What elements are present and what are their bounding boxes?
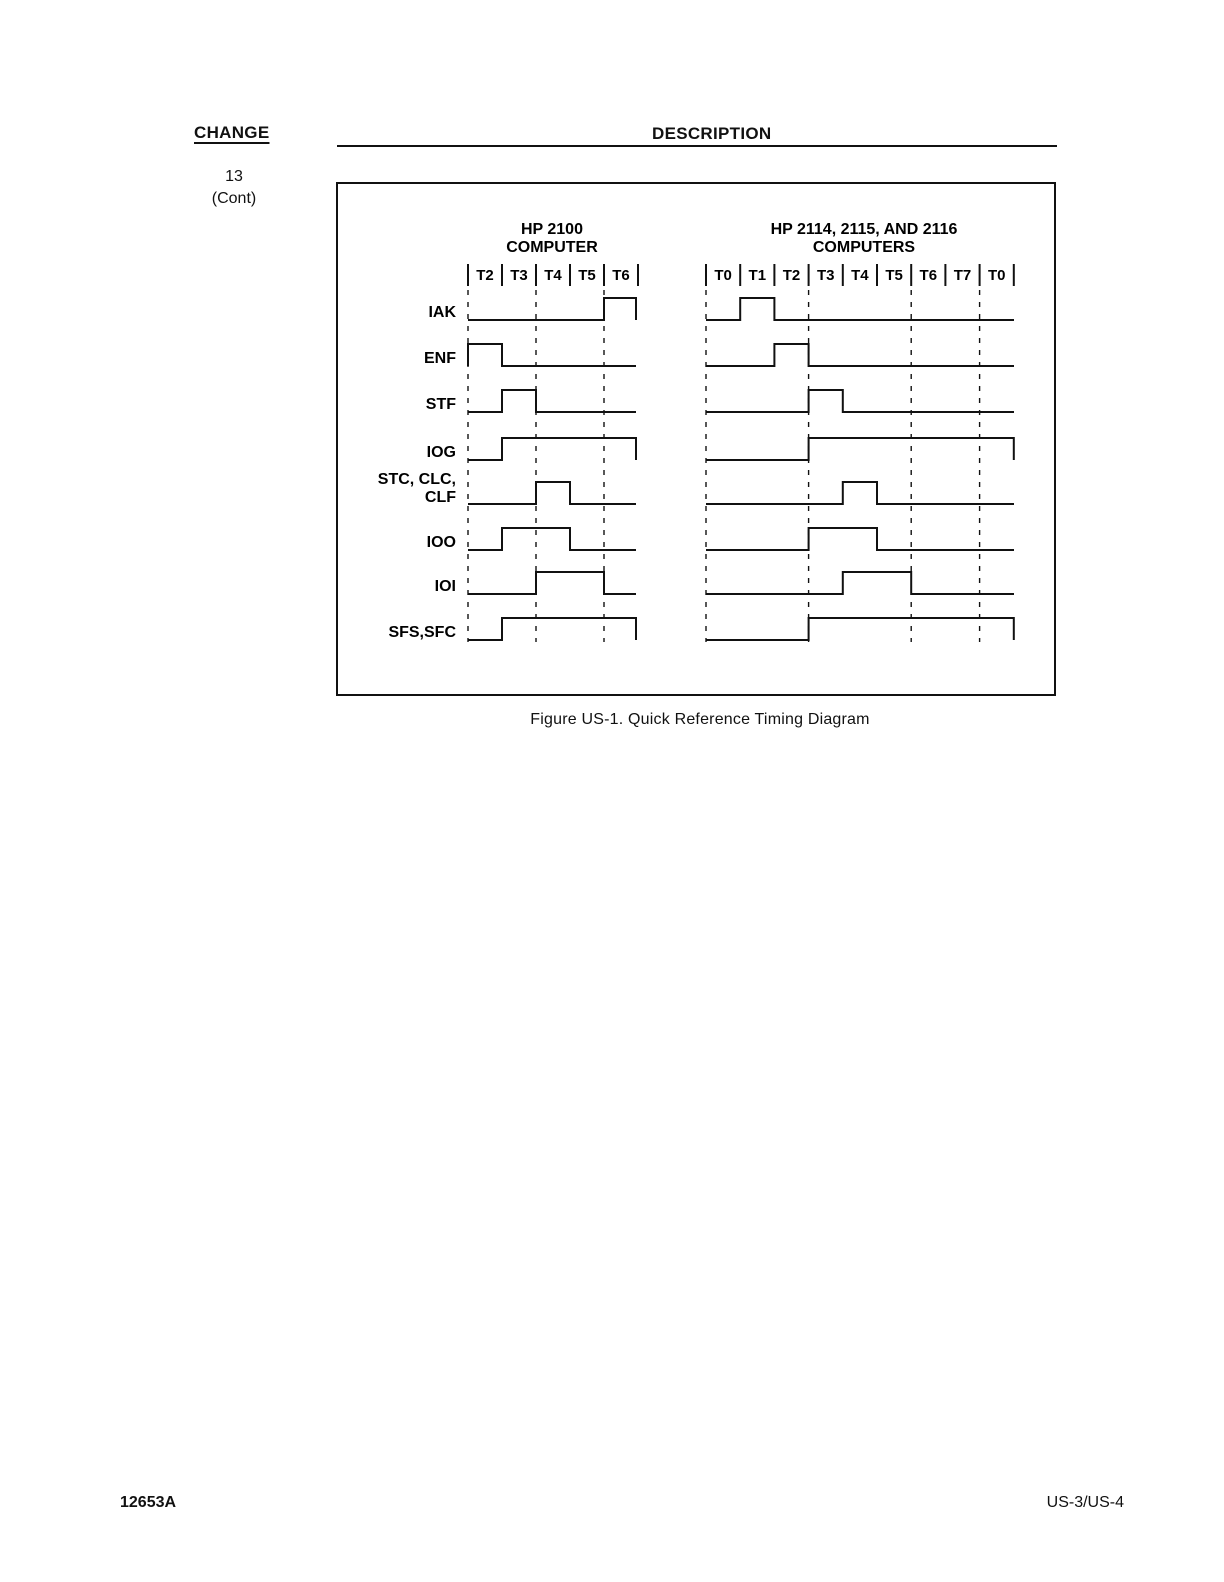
right-panel-period-label: T1	[748, 267, 767, 284]
left-waveform-sfs-sfc	[468, 618, 636, 640]
left-panel-period-label: T3	[510, 267, 528, 284]
signal-label-stc-clc-line2: CLF	[424, 489, 456, 506]
signal-label-enf: ENF	[424, 350, 456, 367]
right-waveform-iak	[706, 298, 1014, 320]
signal-label-sfs-sfc: SFS,SFC	[388, 624, 456, 641]
right-panel-period-label: T5	[885, 267, 903, 284]
left-waveform-iog	[468, 438, 636, 460]
change-continued-note: (Cont)	[211, 190, 257, 207]
right-panel-period-label: T4	[851, 267, 869, 284]
signal-label-stc-clc: STC, CLC,	[377, 471, 456, 488]
footer-page-number: US-3/US-4	[1046, 1494, 1124, 1511]
right-panel-title-line2: COMPUTERS	[812, 239, 916, 256]
right-panel-period-label: T6	[919, 267, 938, 284]
right-panel-period-label: T0	[987, 267, 1006, 284]
right-waveform-stc-clc	[706, 482, 1014, 504]
left-panel-period-label: T2	[476, 267, 494, 284]
left-panel-period-label: T6	[612, 267, 630, 284]
left-waveform-iak	[468, 298, 636, 320]
change-column-header: CHANGE	[194, 123, 270, 142]
right-waveform-enf	[706, 344, 1014, 366]
right-waveform-stf	[706, 390, 1014, 412]
right-panel-period-label: T0	[714, 267, 732, 284]
right-panel-title-line1: HP 2114, 2115, AND 2116	[770, 221, 958, 238]
left-panel-title-line1: HP 2100	[521, 221, 583, 238]
left-waveform-enf	[468, 344, 636, 366]
right-waveform-ioi	[706, 572, 1014, 594]
right-waveform-sfs-sfc	[706, 618, 1014, 640]
signal-label-iak: IAK	[428, 304, 456, 321]
signal-label-stf: STF	[425, 396, 456, 413]
figure-caption: Figure US-1. Quick Reference Timing Diagram	[530, 711, 870, 728]
change-number: 13	[225, 168, 243, 185]
left-waveform-ioo	[468, 528, 636, 550]
left-waveform-ioi	[468, 572, 636, 594]
left-panel-period-label: T4	[544, 267, 562, 284]
left-waveform-stf	[468, 390, 636, 412]
header-rule	[337, 145, 1057, 147]
description-column-header: DESCRIPTION	[652, 124, 772, 143]
left-panel-period-label: T5	[578, 267, 596, 284]
timing-diagram	[336, 182, 1056, 696]
right-waveform-iog	[706, 438, 1014, 460]
right-panel-period-label: T7	[953, 267, 972, 284]
signal-label-ioi: IOI	[434, 578, 456, 595]
right-waveform-ioo	[706, 528, 1014, 550]
footer-model-number: 12653A	[120, 1494, 177, 1511]
right-panel-period-label: T3	[816, 267, 835, 284]
left-panel-title-line2: COMPUTER	[506, 239, 598, 256]
left-waveform-stc-clc	[468, 482, 636, 504]
right-panel-period-label: T2	[782, 267, 801, 284]
signal-label-iog: IOG	[426, 444, 456, 461]
signal-label-ioo: IOO	[426, 534, 456, 551]
